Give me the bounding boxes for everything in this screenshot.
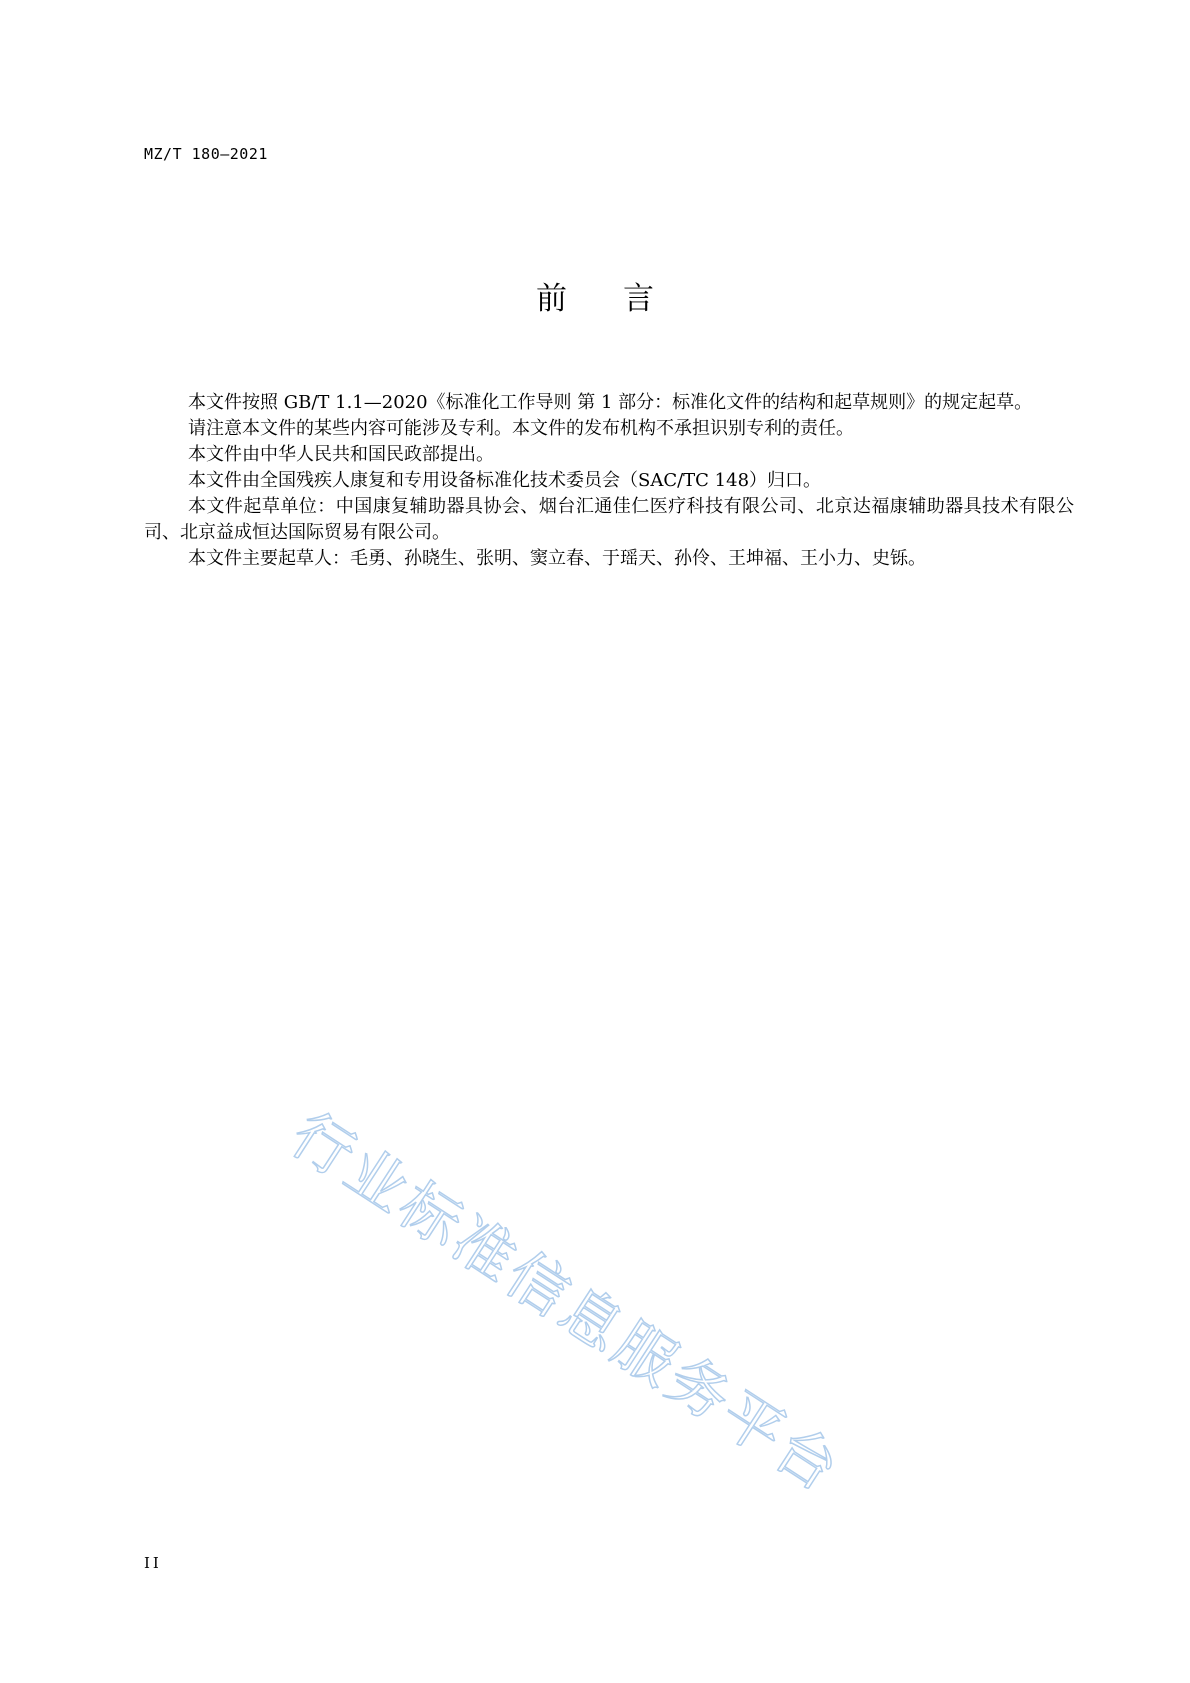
paragraph-proposer: 本文件由中华人民共和国民政部提出。 (188, 444, 494, 465)
paragraph-committee: 本文件由全国残疾人康复和专用设备标准化技术委员会（SAC/TC 148）归口。 (188, 470, 822, 491)
foreword-body (144, 390, 1074, 572)
paragraph-drafting-rules: 本文件按照 GB/T 1.1—2020《标准化工作导则 第 1 部分：标准化文件的结构和起草规则》的规定起草。 (188, 392, 1033, 413)
standard-code: MZ/T 180—2021 (144, 145, 268, 163)
watermark: 行业标准信息服务平台 (278, 1099, 854, 1508)
paragraph-drafters: 本文件主要起草人：毛勇、孙晓生、张明、窦立春、于瑶天、孙伶、王坤福、王小力、史铄。 (188, 548, 926, 569)
paragraph-patent-notice: 请注意本文件的某些内容可能涉及专利。本文件的发布机构不承担识别专利的责任。 (188, 418, 854, 439)
paragraph-drafting-units: 本文件起草单位：中国康复辅助器具协会、烟台汇通佳仁医疗科技有限公司、北京达福康辅助器具技术有限公司、北京益成恒达国际贸易有限公司。 (144, 496, 1074, 543)
page-title: 前言 (536, 281, 710, 317)
page-number: II (144, 1554, 162, 1572)
